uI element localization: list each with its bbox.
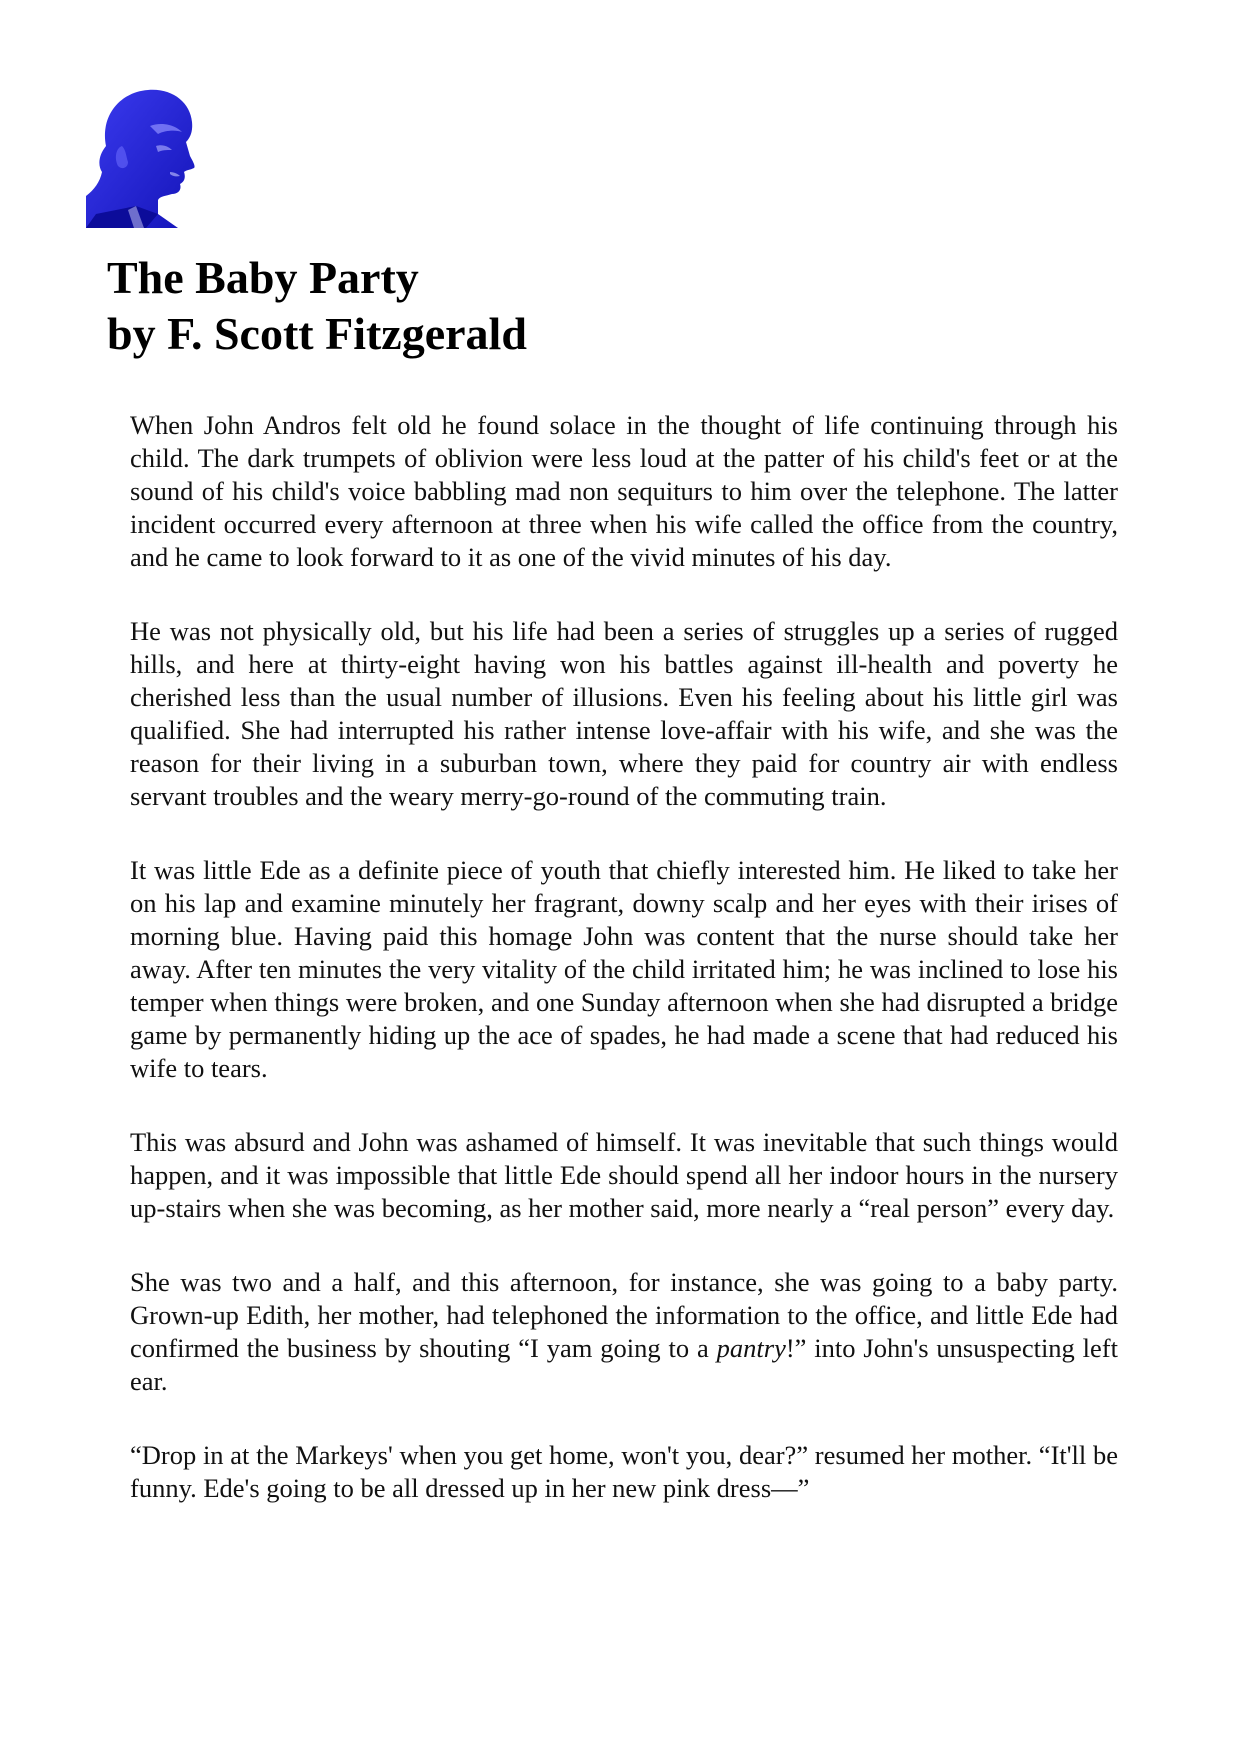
paragraph-text: She was two and a half, and this afternoon, for instance, she was going to a baby party. Grown-up Edith, her mother, had telephoned the information to the office, and little Ede had confirmed the business by shouting “I yam going to a (130, 1267, 1118, 1363)
document-title-block (107, 250, 527, 362)
paragraph: It was little Ede as a definite piece of youth that chiefly interested him. He liked to take her on his lap and examine minutely her fragrant, downy scalp and her eyes with their irises of morning blue. Having paid this homage John was content that the nurse should take her away. After ten minutes the very vitality of the child irritated him; he was inclined to lose his temper when things were broken, and one Sunday afternoon when she had disrupted a bridge game by permanently hiding up the ace of spades, he had made a scene that had reduced his wife to tears. (130, 855, 1118, 1083)
emphasized-word: pantry (716, 1333, 786, 1363)
page-title: The Baby Party (107, 252, 419, 303)
author-byline: by F. Scott Fitzgerald (107, 308, 527, 359)
story-body (130, 409, 1118, 1546)
paragraph: He was not physically old, but his life had been a series of struggles up a series of rugged hills, and here at thirty-eight having won his battles against ill-health and poverty he cherished less than the usual number of illusions. Even his feeling about his little girl was qualified. She had interrupted his rather intense love-affair with his wife, and she was the reason for their living in a suburban town, where they paid for country air with endless servant troubles and the weary merry-go-round of the commuting train. (130, 616, 1118, 811)
paragraph: “Drop in at the Markeys' when you get home, won't you, dear?” resumed her mother. “It'll be funny. Ede's going to be all dressed up in her new pink dress—” (130, 1440, 1118, 1503)
paragraph-text: !” into John's unsuspecting left ear. (130, 1333, 1118, 1396)
paragraph (130, 1266, 1118, 1398)
paragraph: This was absurd and John was ashamed of himself. It was inevitable that such things would happen, and it was impossible that little Ede should spend all her indoor hours in the nursery up-stairs when she was becoming, as her mother said, more nearly a “real person” every day. (130, 1127, 1118, 1223)
paragraph: When John Andros felt old he found solace in the thought of life continuing through his child. The dark trumpets of oblivion were less loud at the patter of his child's feet or at the sound of his child's voice babbling mad non sequiturs to him over the telephone. The latter incident occurred every afternoon at three when his wife called the office from the country, and he came to look forward to it as one of the vivid minutes of his day. (130, 410, 1118, 572)
author-portrait-icon (86, 86, 206, 228)
